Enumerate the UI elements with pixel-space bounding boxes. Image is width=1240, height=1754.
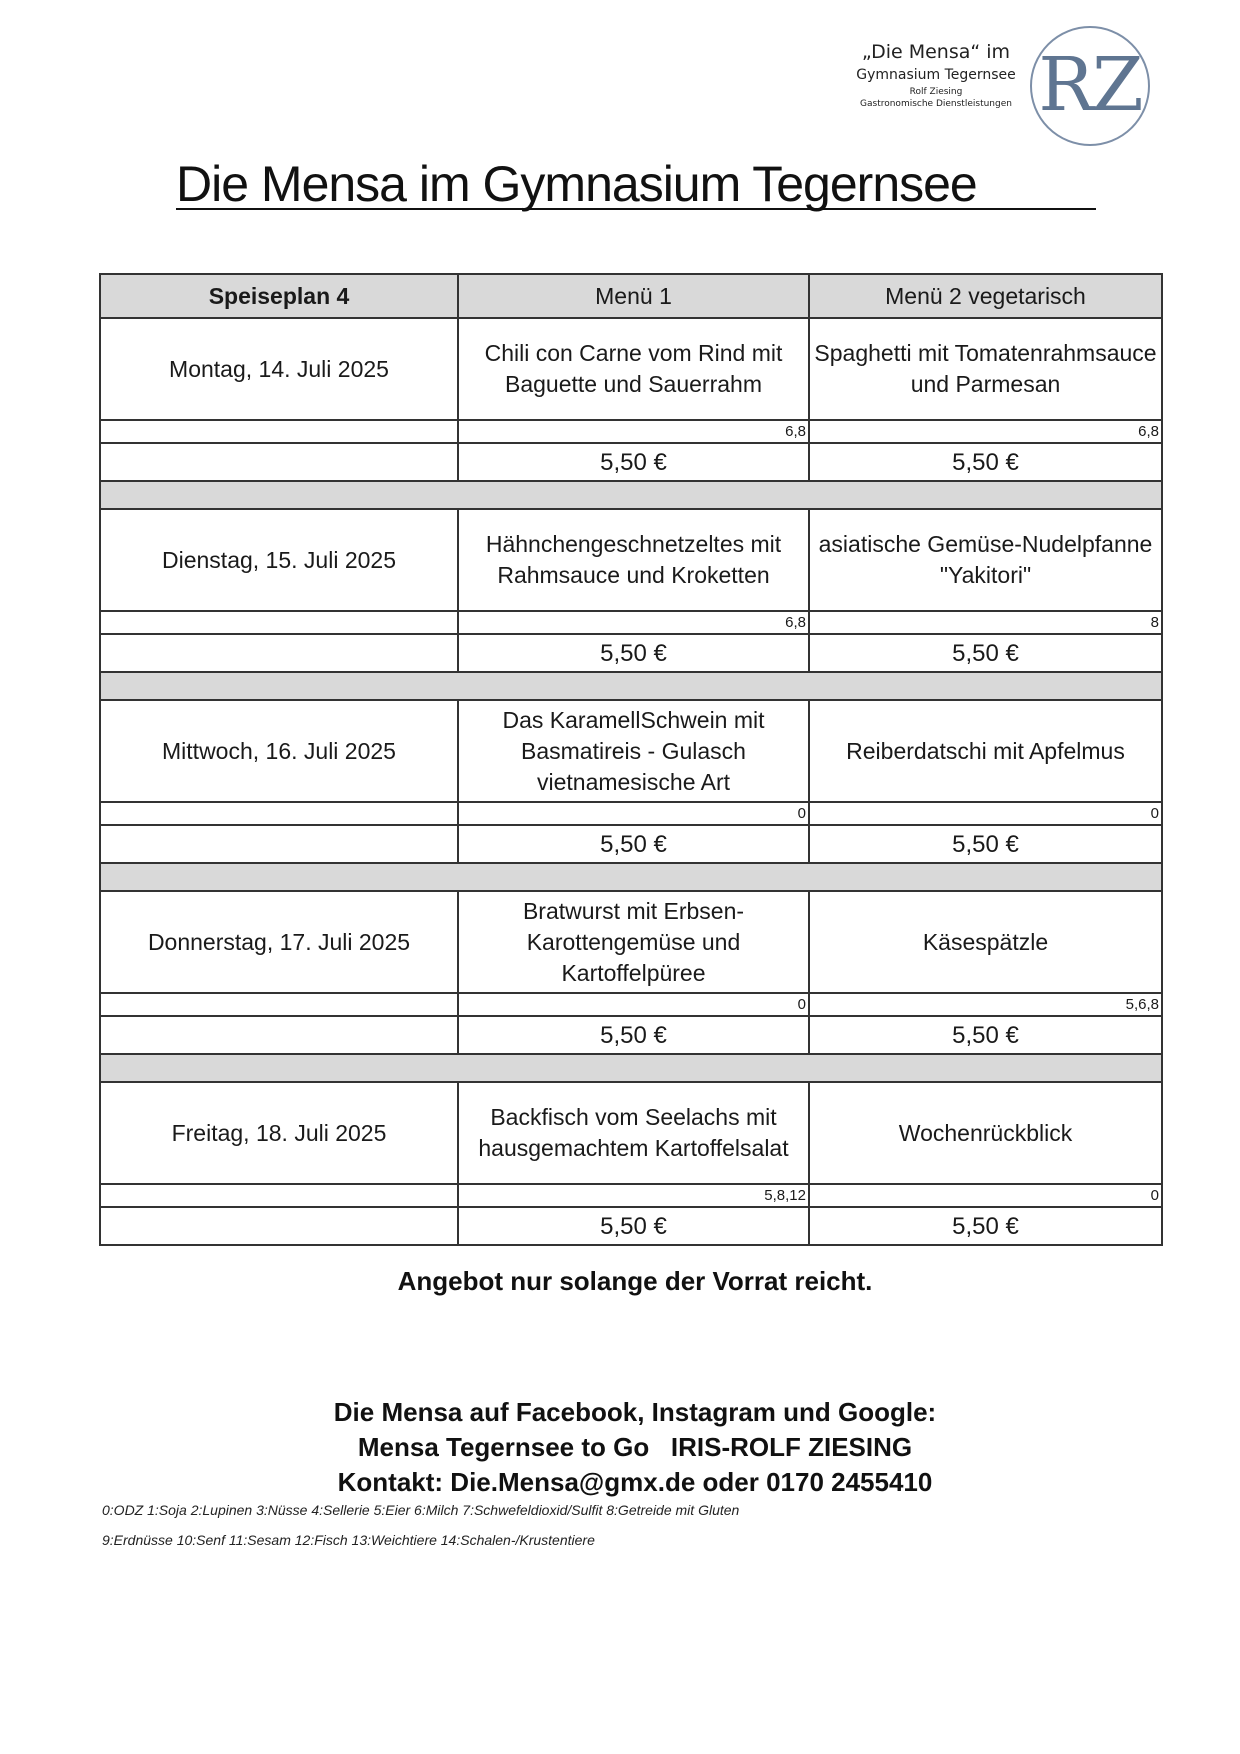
contact-names: Mensa Tegernsee to Go IRIS-ROLF ZIESING <box>357 1432 913 1462</box>
separator-row <box>100 863 1162 891</box>
menu2-price: 5,50 € <box>809 443 1162 481</box>
menu2-allergens: 0 <box>809 1184 1162 1207</box>
meal-row <box>100 509 1162 611</box>
menu2-price: 5,50 € <box>809 1016 1162 1054</box>
allergen-legend-line-2: 9:Erdnüsse 10:Senf 11:Sesam 12:Fisch 13:Weichtiere 14:Schalen-/Krustentiere <box>102 1532 595 1548</box>
logo-line-2: Gymnasium Tegernsee <box>856 67 1016 83</box>
menu2-allergens: 0 <box>809 802 1162 825</box>
menu-plan-table <box>99 273 1163 1246</box>
plan-title: Speiseplan 4 <box>100 274 458 318</box>
price-empty-cell <box>100 825 458 863</box>
meal-row <box>100 700 1162 802</box>
day-label: Freitag, 18. Juli 2025 <box>100 1082 458 1184</box>
separator-row <box>100 1054 1162 1082</box>
allergen-empty-cell <box>100 993 458 1016</box>
menu1-header: Menü 1 <box>458 274 809 318</box>
day-label: Donnerstag, 17. Juli 2025 <box>100 891 458 993</box>
price-empty-cell <box>100 1207 458 1245</box>
menu1-allergens: 5,8,12 <box>458 1184 809 1207</box>
allergen-row <box>100 420 1162 443</box>
price-row <box>100 1207 1162 1245</box>
menu1-price: 5,50 € <box>458 825 809 863</box>
meal-row <box>100 891 1162 993</box>
separator-cell <box>100 672 1162 700</box>
allergen-empty-cell <box>100 802 458 825</box>
allergen-row <box>100 993 1162 1016</box>
price-row <box>100 825 1162 863</box>
price-empty-cell <box>100 634 458 672</box>
allergen-row <box>100 611 1162 634</box>
price-row <box>100 1016 1162 1054</box>
logo-line-3: Rolf Ziesing <box>909 87 963 97</box>
meal-row <box>100 318 1162 420</box>
logo-line-1: „Die Mensa“ im <box>861 41 1011 63</box>
menu2-allergens: 5,6,8 <box>809 993 1162 1016</box>
price-row <box>100 443 1162 481</box>
availability-note: Angebot nur solange der Vorrat reicht. <box>397 1266 873 1296</box>
menu2-dish: Reiberdatschi mit Apfelmus <box>809 700 1162 802</box>
day-label: Montag, 14. Juli 2025 <box>100 318 458 420</box>
menu1-dish: Chili con Carne vom Rind mit Baguette und Sauerrahm <box>458 318 809 420</box>
menu1-allergens: 0 <box>458 802 809 825</box>
menu2-allergens: 6,8 <box>809 420 1162 443</box>
separator-cell <box>100 481 1162 509</box>
contact-block <box>0 1395 1240 1500</box>
contact-details: Kontakt: Die.Mensa@gmx.de oder 0170 2455410 <box>337 1467 933 1497</box>
day-label: Dienstag, 15. Juli 2025 <box>100 509 458 611</box>
price-empty-cell <box>100 443 458 481</box>
menu1-price: 5,50 € <box>458 1016 809 1054</box>
separator-cell <box>100 1054 1162 1082</box>
allergen-empty-cell <box>100 1184 458 1207</box>
menu1-allergens: 0 <box>458 993 809 1016</box>
menu2-price: 5,50 € <box>809 1207 1162 1245</box>
menu2-dish: Spaghetti mit Tomatenrahmsauce und Parmesan <box>809 318 1162 420</box>
menu1-allergens: 6,8 <box>458 420 809 443</box>
allergen-row <box>100 1184 1162 1207</box>
separator-row <box>100 672 1162 700</box>
menu2-price: 5,50 € <box>809 634 1162 672</box>
menu1-price: 5,50 € <box>458 634 809 672</box>
allergen-empty-cell <box>100 611 458 634</box>
allergen-legend-line-1: 0:ODZ 1:Soja 2:Lupinen 3:Nüsse 4:Sellerie 5:Eier 6:Milch 7:Schwefeldioxid/Sulfit 8:Getreide mit Gluten <box>102 1502 740 1518</box>
menu1-price: 5,50 € <box>458 443 809 481</box>
menu2-dish: Käsespätzle <box>809 891 1162 993</box>
logo-text <box>836 40 1036 110</box>
price-empty-cell <box>100 1016 458 1054</box>
menu1-dish: Hähnchengeschnetzeltes mit Rahmsauce und Kroketten <box>458 509 809 611</box>
separator-row <box>100 481 1162 509</box>
day-label: Mittwoch, 16. Juli 2025 <box>100 700 458 802</box>
page-title: Die Mensa im Gymnasium Tegernsee <box>176 158 1096 210</box>
contact-social: Die Mensa auf Facebook, Instagram und Google: <box>333 1397 937 1427</box>
allergen-empty-cell <box>100 420 458 443</box>
logo-monogram: RZ <box>1038 42 1142 128</box>
menu1-dish: Das KaramellSchwein mit Basmatireis - Gulasch vietnamesische Art <box>458 700 809 802</box>
menu2-price: 5,50 € <box>809 825 1162 863</box>
separator-cell <box>100 863 1162 891</box>
menu1-allergens: 6,8 <box>458 611 809 634</box>
meal-row <box>100 1082 1162 1184</box>
logo-line-4: Gastronomische Dienstleistungen <box>860 99 1012 109</box>
company-logo <box>836 26 1154 146</box>
allergen-row <box>100 802 1162 825</box>
menu1-dish: Bratwurst mit Erbsen-Karottengemüse und Kartoffelpüree <box>458 891 809 993</box>
logo-monogram-circle <box>1030 26 1150 146</box>
price-row <box>100 634 1162 672</box>
menu2-dish: Wochenrückblick <box>809 1082 1162 1184</box>
menu2-dish: asiatische Gemüse-Nudelpfanne "Yakitori" <box>809 509 1162 611</box>
menu2-header: Menü 2 vegetarisch <box>809 274 1162 318</box>
menu2-allergens: 8 <box>809 611 1162 634</box>
table-header-row <box>100 274 1162 318</box>
menu1-dish: Backfisch vom Seelachs mit hausgemachtem Kartoffelsalat <box>458 1082 809 1184</box>
menu1-price: 5,50 € <box>458 1207 809 1245</box>
